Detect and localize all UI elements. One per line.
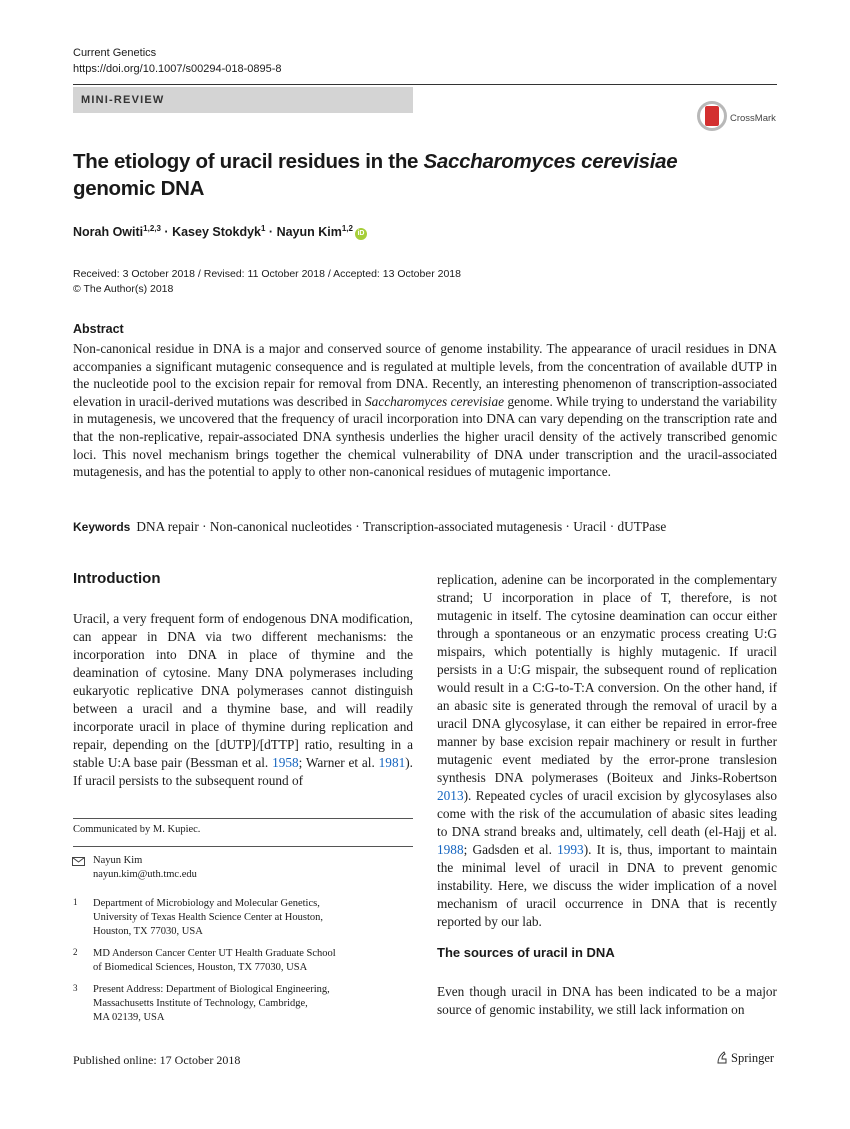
corresponding-author: [93, 854, 413, 882]
published-date: Published online: 17 October 2018: [73, 1053, 241, 1067]
abstract-heading: Abstract: [73, 322, 124, 336]
author-name[interactable]: Nayun Kim: [276, 225, 342, 240]
affiliation: Department of Microbiology and Molecular Genetics, University of Texas Health Science Center at Houston, Houston, TX 77030, USA: [93, 898, 324, 937]
author-list: Norah Owiti$^{1,2,3}$ · Kasey Stokdyk$^1$ · Nayun Kim$^{1,2}$iD: [73, 224, 367, 240]
contact-name: Nayun Kim: [93, 855, 143, 866]
footnote-rule: [73, 846, 413, 847]
crossmark-badge[interactable]: [697, 101, 850, 135]
affiliation-number: 2: [73, 947, 78, 957]
envelope-icon: [72, 857, 85, 866]
springer-horse-icon: [716, 1051, 728, 1064]
section-heading-introduction: Introduction: [73, 570, 161, 587]
affiliation: Present Address: Department of Biological Engineering, Massachusetts Institute of Technology, Cambridge, MA 02139, USA: [93, 984, 330, 1023]
article-dates: [73, 267, 461, 297]
citation-link[interactable]: 1958: [272, 755, 299, 770]
article-type-banner: MINI-REVIEW: [73, 87, 413, 113]
intro-paragraph-right: replication, adenine can be incorporated in the complementary strand; U incorporation in place of T, therefore, is not mutagenic in itself. The cytosine deamination can occur either through a spontaneous or an enzymatic process creating U:G mispairs, which potentially is highly mutagenic. If uracil persists in a U:G mispair, the subsequent round of replication would result in a C:G-to-T:A conversion. On the other hand, if an abasic site is generated through the removal of uracil by a uracil DNA glycosylase, it can either be repaired in error-free manner by base excision repair machinery or result in further mutagenic event mediated by the error-prone translesion synthesis DNA polymerases (Boiteux and Jinks-Robertson 2013). Repeated cycles of uracil excision by glycosylases also come with the risk of the accumulation of abasic sites leading to DNA strand breaks and, ultimately, cell death (el-Hajj et al. 1988; Gadsden et al. 1993). It is, thus, important to maintain the minimal level of uracil in DNA to prevent genomic instability. Here, we discuss the wider implication of a novel mechanism of uracil occurrence in DNA that is recently reported by our lab.: [437, 572, 777, 929]
citation-link[interactable]: 2013: [437, 788, 464, 803]
keywords: [73, 518, 777, 537]
author-name[interactable]: Norah Owiti: [73, 225, 144, 240]
citation-link[interactable]: 1981: [378, 755, 406, 770]
orcid-icon[interactable]: iD: [355, 228, 367, 240]
affiliation-number: 1: [73, 897, 78, 907]
crossmark-bookmark-icon: [705, 106, 719, 126]
article-title: The etiology of uracil residues in the Saccharomyces cerevisiae genomic DNA: [73, 150, 678, 200]
doi-link[interactable]: https://doi.org/10.1007/s00294-018-0895-8: [73, 63, 282, 75]
author-name[interactable]: Kasey Stokdyk: [172, 225, 261, 240]
sources-paragraph: Even though uracil in DNA has been indicated to be a major source of genomic instability, we still lack information on: [437, 984, 777, 1017]
crossmark-label: CrossMark: [730, 113, 776, 124]
abstract-text: Non-canonical residue in DNA is a major and conserved source of genome instability. The appearance of uracil residues in DNA accompanies a significant mutagenic consequence and is regulated at multiple levels, from the concentration of available dUTP in the nucleotide pool to the excision repair for removal from DNA. Recently, an interesting phenomenon of transcription-associated elevation in uracil-derived mutations was described in Saccharomyces cerevisiae genome. While trying to understand the variability in mutagenesis, we uncovered that the frequency of uracil incorporation into DNA can vary depending on the transcription rate and that the non-replicative, repair-associated DNA synthesis underlies the higher uracil density of the actively transcribed genomic loci. This novel mechanism brings together the chemical vulnerability of DNA under transcription and the uracil-associated mutagenesis, and has the potential to apply to other non-canonical residues of mutagenic importance.: [73, 341, 777, 480]
keywords-list: DNA repair · Non-canonical nucleotides · Transcription-associated mutagenesis · Uracil · dUTPase: [136, 519, 667, 534]
communicated-by: Communicated by M. Kupiec.: [73, 824, 201, 835]
copyright: © The Author(s) 2018: [73, 283, 174, 295]
affiliation: MD Anderson Cancer Center UT Health Graduate School of Biomedical Sciences, Houston, TX 77030, USA: [93, 948, 336, 973]
footnote-rule: [73, 818, 413, 819]
publisher-name: Springer: [731, 1051, 775, 1065]
title-species: Saccharomyces cerevisiae: [423, 150, 678, 173]
contact-email[interactable]: nayun.kim@uth.tmc.edu: [93, 869, 197, 880]
citation-link[interactable]: 1993: [557, 842, 584, 857]
publisher-logo: [716, 1051, 774, 1066]
section-heading-sources: The sources of uracil in DNA: [437, 945, 615, 960]
article-history: Received: 3 October 2018 / Revised: 11 October 2018 / Accepted: 13 October 2018: [73, 268, 461, 280]
citation-link[interactable]: 1988: [437, 842, 464, 857]
keywords-label: Keywords: [73, 520, 131, 534]
journal-header: [73, 45, 282, 77]
affiliation-number: 3: [73, 983, 78, 993]
header-rule: [73, 84, 777, 85]
journal-name: Current Genetics: [73, 47, 157, 59]
intro-paragraph-left: Uracil, a very frequent form of endogenous DNA modification, can appear in DNA via two different mechanisms: the incorporation into DNA in place of thymine and the deamination of cytosine. Many DNA polymerases including eukaryotic replicative DNA polymerases cannot distinguish between a uracil and a thymine base, and will readily incorporate uracil in place of thymine during replication and repair, depending on the [dUTP]/[dTTP] ratio, resulting in a stable U:A base pair (Bessman et al. 1958; Warner et al. 1981). If uracil persists to the subsequent round of: [73, 611, 413, 788]
